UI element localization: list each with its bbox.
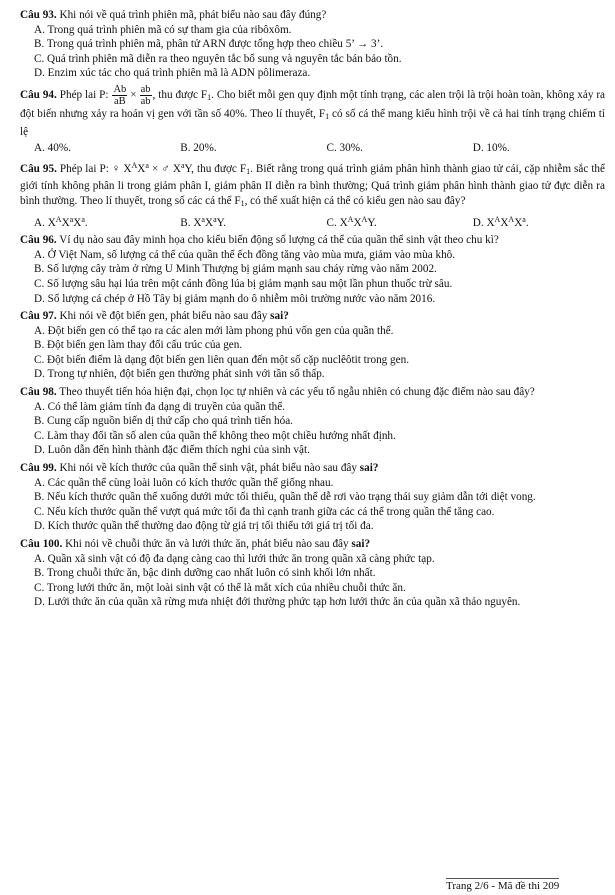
option-b [180, 213, 312, 231]
option-c: C. Nếu kích thước quần thể vượt quá mức tối đa thì cạnh tranh giữa các cá thể trong quần thể tăng cao. [34, 505, 495, 518]
option-d: D. Luôn dẫn đến hình thành đặc điểm thích nghi của sinh vật. [34, 444, 310, 457]
option-d: D. Lưới thức ăn của quần xã rừng mưa nhiệt đới thường phức tạp hơn lưới thức ăn của quần xã thảo nguyên. [34, 596, 521, 609]
allele-superscript: A [55, 214, 62, 224]
question-text: có số cá thể mang kiểu hình trội về cả hai tính trạng chiếm tỉ lệ [20, 107, 605, 138]
question-text: × ♂ X [148, 162, 181, 175]
question-stem [20, 461, 605, 476]
question-text: , có thể xuất hiện cá thể có kiểu gen nào sau đây? [244, 194, 466, 207]
chromosome-letter: X [339, 216, 348, 229]
question-emphasis: sai? [351, 538, 371, 550]
option-d [473, 213, 605, 231]
option-b: B. Cung cấp nguồn biến dị thứ cấp cho quá trình tiến hóa. [34, 415, 293, 428]
option-c: C. Đột biến điểm là dạng đột biến gen liên quan đến một số cặp nuclêôtit trong gen. [34, 353, 410, 366]
question-stem [20, 537, 605, 552]
options-row [20, 213, 605, 231]
question-stem [20, 159, 605, 212]
allele-superscript: A [361, 214, 368, 224]
superscript: a [180, 160, 185, 170]
times-symbol: × [130, 89, 137, 102]
question-text: Theo thuyết tiến hóa hiện đại, chọn lọc tự nhiên và các yếu tố ngẫu nhiên có chung đặc điểm nào sau đây? [59, 386, 535, 399]
chromosome-letter: X [61, 216, 70, 229]
option-label: A. [34, 216, 48, 229]
option-a: A. Trong quá trình phiên mã có sự tham gia của ribôxôm. [34, 23, 292, 36]
question-number: Câu 95. [20, 162, 57, 175]
superscript: a [145, 160, 149, 170]
question-text: Khi nói về kích thước của quần thể sinh vật, phát biểu nào sau đây [59, 462, 360, 475]
question-text: . Biết rằng trong quá trình giảm phân hình thành giao tử cái, cặp nhiễm sắc thể giới tính không phân li trong giảm phân I, giảm phân II diễn ra bình thường; Quá trình giảm phân hình thành giao tử đực diễn ra bình thường. Theo lí thuyết, trong số các cá thể F [20, 162, 605, 207]
chromosome-letter: X [353, 216, 362, 229]
question-text: Khi nói về quá trình phiên mã, phát biểu nào sau đây đúng? [59, 9, 327, 21]
option-a: A. Quần xã sinh vật có độ đa dạng càng cao thì lưới thức ăn trong quần xã càng phức tạp. [34, 552, 435, 565]
subscript: 1 [246, 166, 251, 176]
question-stem [20, 385, 605, 400]
option-b: B. Đột biến gen làm thay đổi cấu trúc của gen. [34, 339, 243, 352]
chromosome-letter: X [193, 216, 202, 229]
question-100 [20, 537, 605, 610]
option-b: B. Nếu kích thước quần thể xuống dưới mức tối thiểu, quần thể dễ rơi vào trạng thái suy giảm dẫn tới diệt vong. [34, 491, 536, 504]
question-number: Câu 93. [20, 9, 57, 21]
option-tail: . [525, 216, 529, 229]
option-c: C. Số lượng sâu hại lúa trên một cánh đồng lúa bị giảm mạnh sau một lần phun thuốc trừ sâu. [34, 277, 453, 290]
allele-superscript: a [522, 214, 526, 224]
question-emphasis: sai? [359, 462, 379, 475]
allele-superscript: A [508, 214, 515, 224]
question-number: Câu 94. [20, 89, 57, 102]
question-emphasis: sai? [270, 310, 289, 323]
allele-superscript: A [494, 214, 501, 224]
question-text: Khi nói về đột biến gen, phát biểu nào sau đây [59, 310, 271, 323]
subscript: 1 [325, 111, 330, 121]
question-text: Y, thu được F [184, 162, 247, 175]
chromosome-letter: X [514, 216, 523, 229]
subscript: 1 [207, 93, 212, 103]
option-d: D. Trong tự nhiên, đột biến gen thường phát sinh với tần số thấp. [34, 368, 325, 381]
option-c [327, 213, 459, 231]
option-d: D. Kích thước quần thể thường dao động từ giá trị tối thiểu tới giá trị tối đa. [34, 520, 374, 533]
question-number: Câu 96. [20, 234, 57, 247]
chromosome-letter: X [500, 216, 509, 229]
question-text: . Cho biết mỗi gen quy định một tính trạng, các alen trội là trội hoàn toàn, không xảy ra đột biến nhưng xảy ra hoán vị gen với tần số 40%. Theo lí thuyết, F [20, 89, 606, 120]
genotype-fraction-1 [112, 84, 127, 107]
question-98 [20, 385, 605, 458]
question-95 [20, 159, 605, 230]
cross-prefix: Phép lai P: [59, 89, 109, 102]
option-label: C. [326, 216, 340, 229]
chromosome-letter: X [486, 216, 495, 229]
question-stem [20, 84, 605, 139]
option-c: C. 30%. [326, 142, 363, 155]
question-number: Câu 100. [20, 538, 63, 550]
question-93 [20, 8, 605, 81]
option-tail: Y. [367, 216, 377, 229]
option-d: D. Số lượng cá chép ở Hồ Tây bị giảm mạnh do ô nhiễm môi trường nước vào năm 2016. [34, 292, 436, 305]
question-94 [20, 84, 605, 156]
allele-superscript: a [69, 214, 74, 224]
allele-superscript: a [81, 214, 85, 224]
question-stem [20, 309, 605, 324]
question-text: Khi nói về chuỗi thức ăn và lưới thức ăn, phát biểu nào sau đây [65, 538, 352, 550]
option-tail: Y. [216, 216, 227, 229]
option-a: A. Đột biến gen có thể tạo ra các alen mới làm phong phú vốn gen của quần thể. [34, 324, 394, 337]
question-text: Ví dụ nào sau đây minh họa cho kiểu biến động số lượng cá thể của quần thể sinh vật theo chu kì? [59, 234, 499, 247]
question-97 [20, 309, 605, 382]
question-number: Câu 99. [20, 462, 57, 475]
option-c: C. Làm thay đổi tần số alen của quần thể không theo một chiều hướng nhất định. [34, 429, 396, 442]
question-stem [20, 8, 605, 23]
option-c: C. Trong lưới thức ăn, một loài sinh vật có thể là mắt xích của nhiều chuỗi thức ăn. [34, 581, 406, 594]
chromosome-letter: X [204, 216, 214, 229]
option-a: A. Các quần thể cùng loài luôn có kích thước quần thể giống nhau. [34, 476, 334, 489]
option-d: D. Enzim xúc tác cho quá trình phiên mã là ADN pôlimeraza. [34, 67, 311, 80]
subscript: 1 [240, 198, 245, 208]
page-footer: Trang 2/6 - Mã đề thi 209 [446, 880, 560, 892]
option-c: C. Quá trình phiên mã diễn ra theo nguyên tắc bổ sung và nguyên tắc bán bảo tồn. [34, 52, 402, 65]
fraction-denominator: aB [114, 95, 126, 107]
option-label: B. [180, 216, 194, 229]
option-b: B. 20%. [180, 142, 217, 155]
allele-superscript: a [201, 214, 205, 224]
question-number: Câu 97. [20, 310, 57, 323]
fraction-numerator: Ab [113, 83, 127, 95]
option-a [34, 213, 166, 231]
chromosome-letter: X [73, 216, 82, 229]
superscript: A [131, 160, 138, 170]
option-d: D. 10%. [472, 142, 510, 155]
genotype-fraction-2 [140, 84, 152, 107]
allele-superscript: a [213, 214, 217, 224]
question-number: Câu 98. [20, 386, 57, 399]
option-a: A. 40%. [34, 142, 71, 155]
question-96 [20, 233, 605, 306]
question-text: , thu được F [152, 89, 208, 102]
allele-superscript: A [347, 214, 354, 224]
chromosome-letter: X [47, 216, 56, 229]
options-row [20, 141, 605, 156]
option-tail: . [84, 216, 88, 229]
option-b: B. Số lượng cây tràm ở rừng U Minh Thượng bị giảm mạnh sau cháy rừng vào năm 2002. [34, 263, 437, 276]
option-label: D. [472, 216, 487, 229]
question-text: Phép lai P: ♀ X [59, 162, 132, 175]
question-text: X [137, 162, 146, 175]
option-a: A. Ở Việt Nam, số lượng cá thể của quần thể ếch đồng tăng vào mùa mưa, giảm vào mùa khô. [34, 248, 456, 261]
option-a: A. Có thể làm giảm tính đa dạng di truyền của quần thể. [34, 400, 286, 413]
option-b: B. Trong chuỗi thức ăn, bậc dinh dưỡng cao nhất luôn có sinh khối lớn nhất. [34, 567, 376, 580]
question-99 [20, 461, 605, 534]
fraction-numerator: ab [140, 83, 151, 95]
option-b: B. Trong quá trình phiên mã, phân tử ARN được tổng hợp theo chiều 5’ → 3’. [34, 38, 384, 51]
question-stem [20, 233, 605, 248]
fraction-denominator: ab [140, 95, 151, 107]
